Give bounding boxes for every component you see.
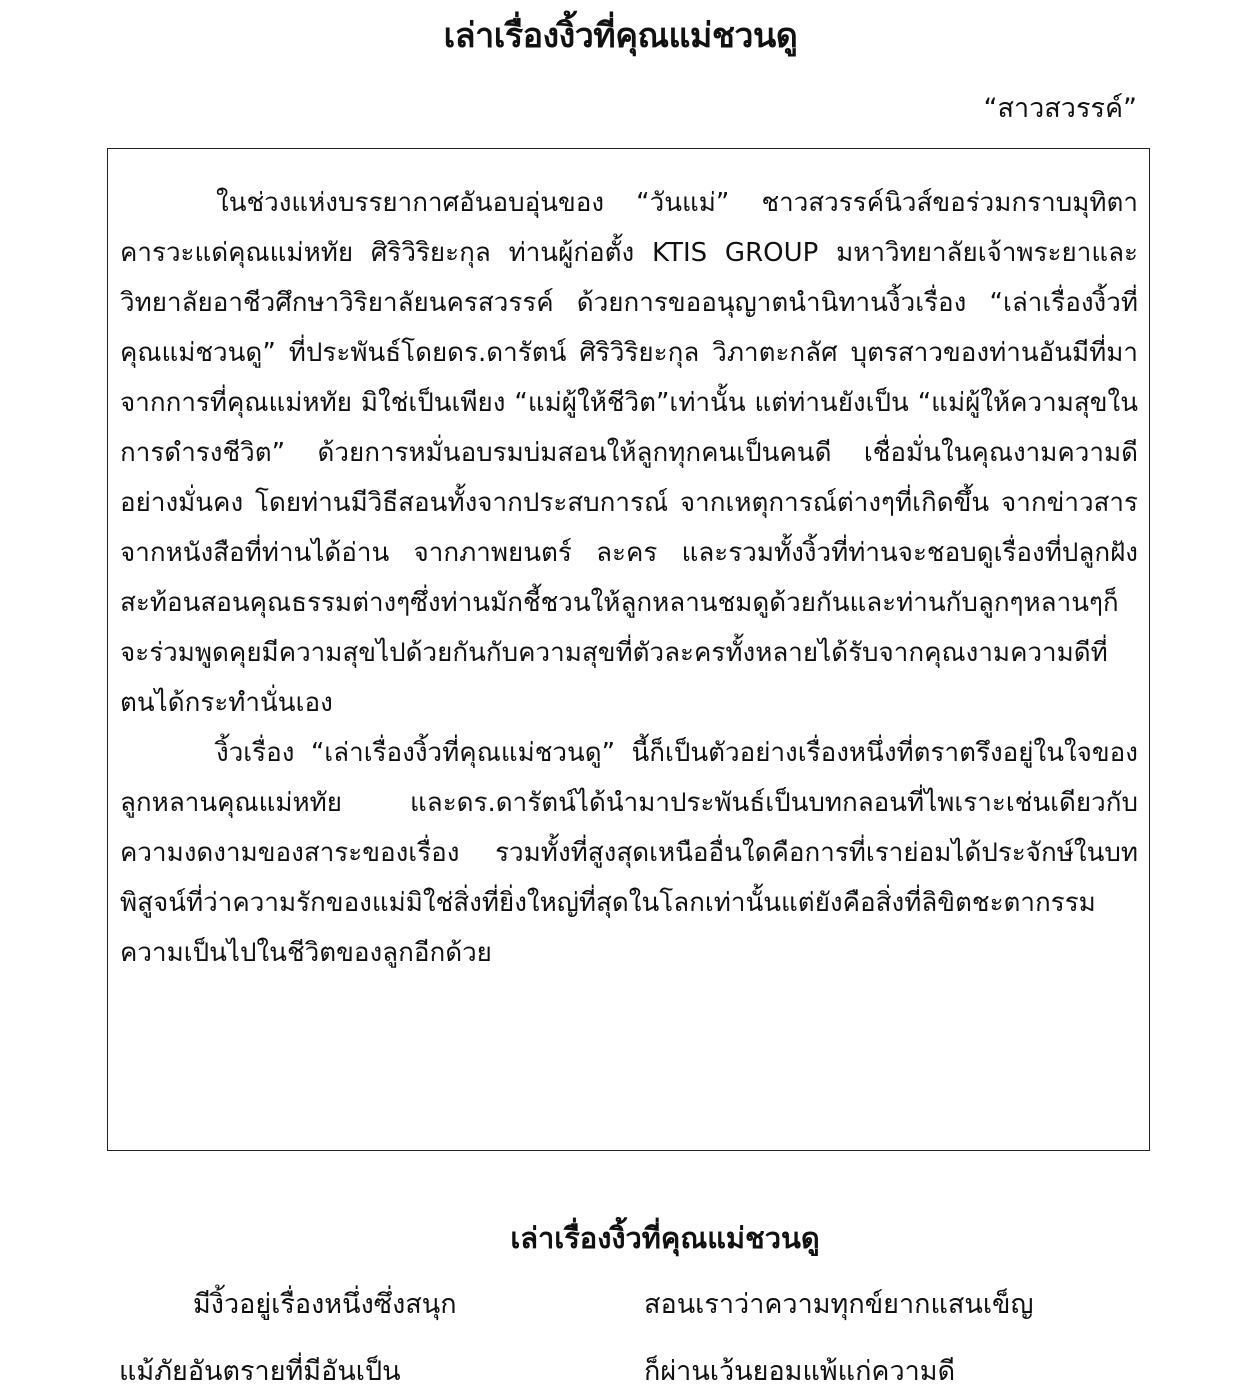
poem-title: เล่าเรื่องงิ้วที่คุณแม่ชวนดู: [510, 1221, 820, 1255]
page-title: เล่าเรื่องงิ้วที่คุณแม่ชวนดู: [443, 16, 798, 56]
poem-line-1: มีงิ้วอยู่เรื่องหนึ่งซึ่งสนุก: [193, 1289, 457, 1320]
intro-box: [107, 148, 1150, 1151]
poem-line-3: แม้ภัยอันตรายที่มีอันเป็น: [119, 1356, 401, 1387]
poem-line-4: ก็ผ่านเว้นยอมแพ้แก่ความดี: [644, 1356, 956, 1387]
poem-line-2: สอนเราว่าความทุกข์ยากแสนเข็ญ: [644, 1289, 1034, 1320]
author-byline: “สาวสวรรค์”: [983, 93, 1137, 124]
intro-paragraph-2: งิ้วเรื่อง “เล่าเรื่องงิ้วที่คุณแม่ชวนดู” นี้ก็เป็นตัวอย่างเรื่องหนึ่งที่ตราตรึงอยู่ในใจของลูกหลานคุณแม่หทัย และดร.ดารัตน์ได้นำมาประพันธ์เป็นบทกลอนที่ไพเราะเช่นเดียวกับความงดงามของสาระของเรื่อง รวมทั้งที่สูงสุดเหนืออื่นใดคือการที่เราย่อมได้ประจักษ์ในบทพิสูจน์ที่ว่าความรักของแม่มิใช่สิ่งที่ยิ่งใหญ่ที่สุดในโลกเท่านั้นแต่ยังคือสิ่งที่ลิขิตชะตากรรมความเป็นไปในชีวิตของลูกอีกด้วย: [120, 738, 1138, 968]
intro-paragraph-1: ในช่วงแห่งบรรยากาศอันอบอุ่นของ “วันแม่” ชาวสวรรค์นิวส์ขอร่วมกราบมุทิตาคารวะแด่คุณแม่หทัย ศิริวิริยะกุล ท่านผู้ก่อตั้ง KTIS GROUP มหาวิทยาลัยเจ้าพระยาและวิทยาลัยอาชีวศึกษาวิริยาลัยนครสวรรค์ ด้วยการขออนุญาตนำนิทานงิ้วเรื่อง “เล่าเรื่องงิ้วที่คุณแม่ชวนดู” ที่ประพันธ์โดยดร.ดารัตน์ ศิริวิริยะกุล วิภาตะกลัศ บุตรสาวของท่านอันมีที่มาจากการที่คุณแม่หทัย มิใช่เป็นเพียง “แม่ผู้ให้ชีวิต”เท่านั้น แต่ท่านยังเป็น “แม่ผู้ให้ความสุขในการดำรงชีวิต” ด้วยการหมั่นอบรมบ่มสอนให้ลูกทุกคนเป็นคนดี เชื่อมั่นในคุณงามความดีอย่างมั่นคง โดยท่านมีวิธีสอนทั้งจากประสบการณ์ จากเหตุการณ์ต่างๆที่เกิดขึ้น จากข่าวสาร จากหนังสือที่ท่านได้อ่าน จากภาพยนตร์ ละคร และรวมทั้งงิ้วที่ท่านจะชอบดูเรื่องที่ปลูกฝังสะท้อนสอนคุณธรรมต่างๆซึ่งท่านมักชี้ชวนให้ลูกหลานชมดูด้วยกันและท่านกับลูกๆหลานๆก็จะร่วมพูดคุยมีความสุขไปด้วยกันกับความสุขที่ตัวละครทั้งหลายได้รับจากคุณงามความดีที่ตนได้กระทำนั่นเอง: [120, 188, 1138, 718]
intro-text: [120, 178, 1138, 978]
